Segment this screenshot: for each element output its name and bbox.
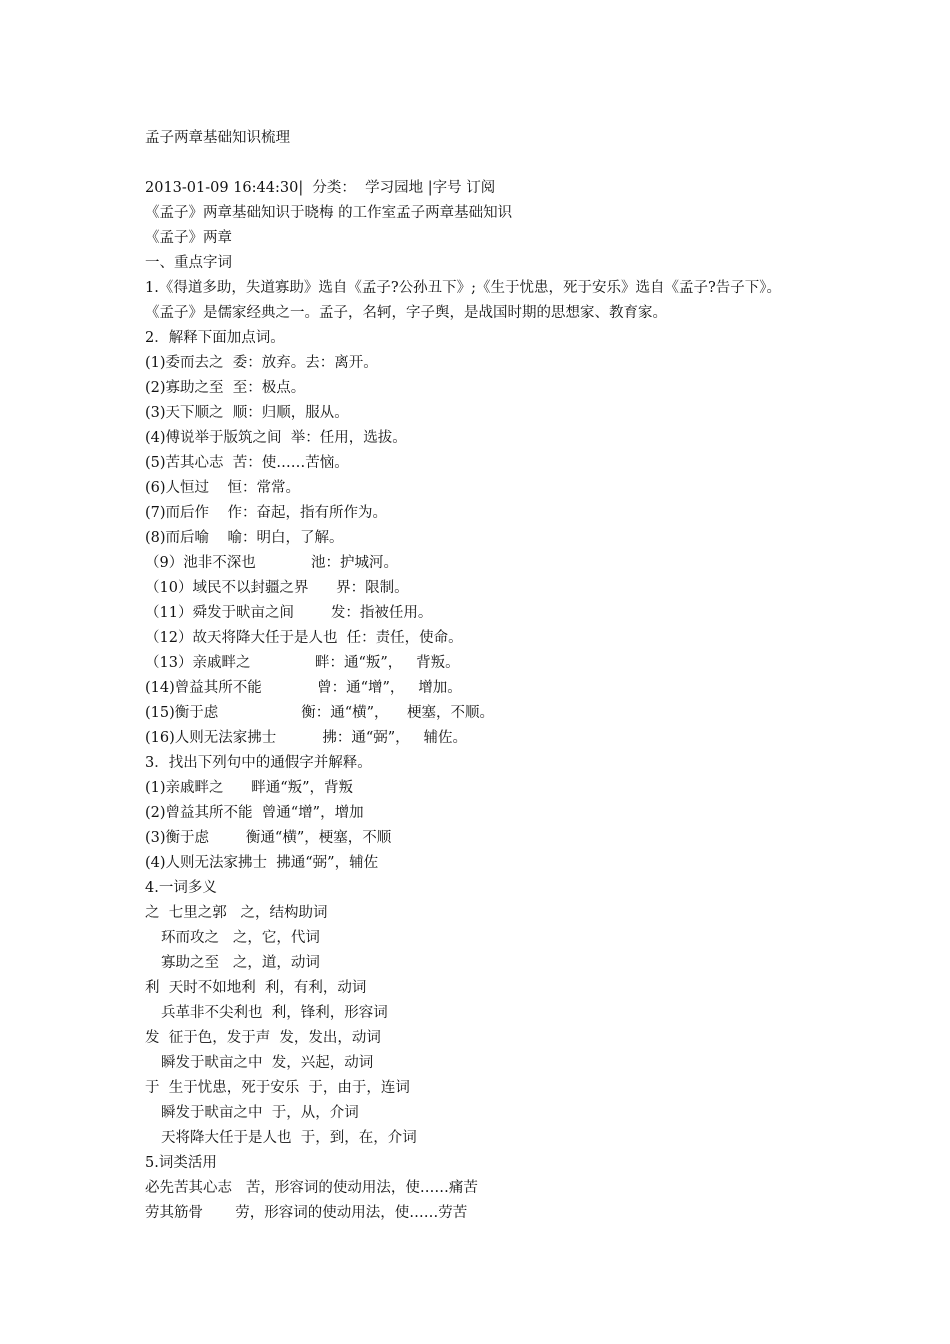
item-heading: 3．找出下列句中的通假字并解释。 [145,755,372,771]
list-item: (7)而后作 作：奋起，指有所作为。 [145,505,387,521]
list-item: 寡助之至 之，道，动词 [161,955,320,971]
list-item: （12）故天将降大任于是人也 任：责任，使命。 [145,630,463,646]
page-title: 孟子两章基础知识梳理 [145,130,290,146]
list-item: (3)衡于虑 衡通“横”，梗塞，不顺 [145,830,392,846]
list-item: （13）亲戚畔之 畔：通“叛”， 背叛。 [145,655,460,671]
document-page [145,126,865,1226]
list-item: （10）域民不以封疆之界 界：限制。 [145,580,409,596]
tongjia-list [145,776,865,876]
list-item: （9）池非不深也 池：护城河。 [145,555,399,571]
list-item: 发 征于色，发于声 发，发出，动词 [145,1030,381,1046]
intro-line: 《孟子》两章 [145,230,232,246]
list-item: (15)衡于虑 衡：通“横”， 梗塞，不顺。 [145,705,494,721]
list-item: 天将降大任于是人也 于，到，在，介词 [161,1130,417,1146]
list-item: 于 生于忧患，死于安乐 于，由于，连词 [145,1080,410,1096]
list-item: (2)曾益其所不能 曾通“增”，增加 [145,805,364,821]
item-heading: 2．解释下面加点词。 [145,330,285,346]
list-item: 瞬发于畎亩之中 发，兴起，动词 [161,1055,374,1071]
duoyi-list [145,901,865,1151]
list-item: 瞬发于畎亩之中 于，从，介词 [161,1105,359,1121]
list-item: (4)人则无法家拂士 拂通“弼”，辅佐 [145,855,379,871]
list-item: (5)苦其心志 苦：使……苦恼。 [145,455,349,471]
list-item: （11）舜发于畎亩之间 发：指被任用。 [145,605,433,621]
list-item: (2)寡助之至 至：极点。 [145,380,306,396]
list-item: 之 七里之郭 之，结构助词 [145,905,328,921]
list-item: 必先苦其心志 苦，形容词的使动用法，使……痛苦 [145,1180,478,1196]
list-item: (8)而后喻 喻：明白，了解。 [145,530,344,546]
item-heading: 5.词类活用 [145,1155,217,1171]
meta-line: 2013-01-09 16:44:30| 分类： 学习园地 |字号 订阅 [145,180,496,196]
note-line: 《孟子》是儒家经典之一。孟子，名轲，字子舆，是战国时期的思想家、教育家。 [145,305,667,321]
explain-list [145,351,865,751]
list-item: 利 天时不如地利 利，有利，动词 [145,980,367,996]
list-item: (14)曾益其所不能 曾：通“增”， 增加。 [145,680,462,696]
intro-line: 《孟子》两章基础知识于晓梅 的工作室孟子两章基础知识 [145,205,513,221]
list-item: 环而攻之 之，它，代词 [161,930,320,946]
huoyong-list [145,1176,865,1226]
item-heading: 4.一词多义 [145,880,217,896]
section-heading: 一、重点字词 [145,255,232,271]
list-item: (3)天下顺之 顺：归顺，服从。 [145,405,349,421]
list-item: (1)亲戚畔之 畔通“叛”，背叛 [145,780,354,796]
list-item: 兵革非不尖利也 利，锋利，形容词 [161,1005,388,1021]
list-item: (1)委而去之 委：放弃。去：离开。 [145,355,378,371]
list-item: (16)人则无法家拂士 拂：通“弼”， 辅佐。 [145,730,468,746]
list-item: (4)傅说举于版筑之间 举：任用，选拔。 [145,430,407,446]
list-item: (6)人恒过 恒：常常。 [145,480,300,496]
item-heading: 1.《得道多助，失道寡助》选自《孟子?公孙丑下》;《生于忧患，死于安乐》选自《孟子?告子下》。 [145,280,782,296]
list-item: 劳其筋骨 劳，形容词的使动用法，使……劳苦 [145,1205,468,1221]
spacer [145,151,865,176]
